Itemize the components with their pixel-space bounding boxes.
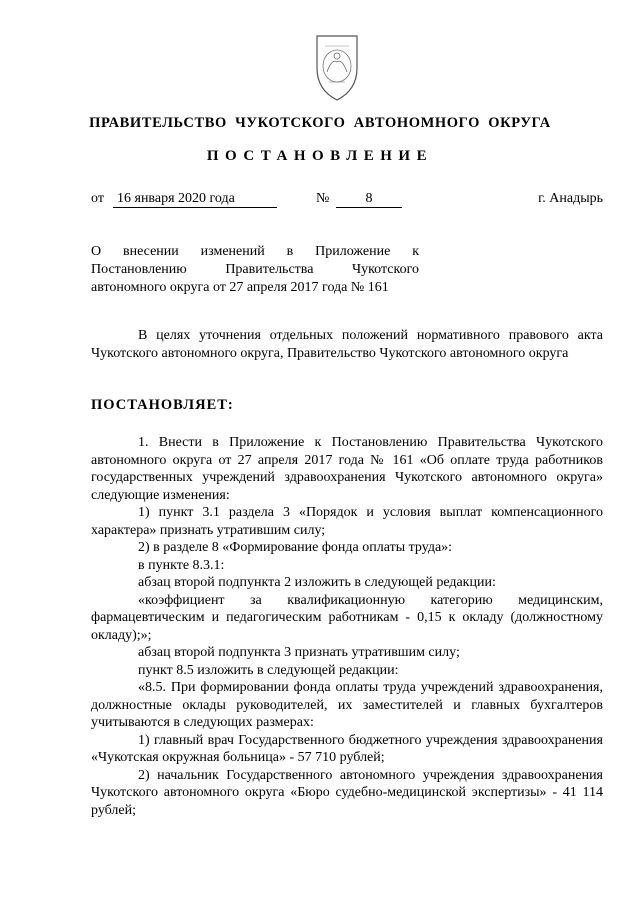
paragraph-subpoint-3: абзац второй подпункта 3 признать утратившим силу;	[138, 645, 460, 660]
paragraph-salary-1: 1) главный врач Государственного бюджетного учреждения здравоохранения «Чукотская окружная больница» - 57 710 рублей;	[91, 732, 603, 765]
paragraph-1-2: 2) в разделе 8 «Формирование фонда оплаты труда»:	[138, 540, 453, 555]
paragraph-salary-2: 2) начальник Государственного автономного учреждения здравоохранения Чукотского автономного округа «Бюро судебно-медицинской экспертизы» - 41 114 рублей;	[91, 767, 603, 818]
document-number: 8	[336, 191, 402, 208]
organization-name: ПРАВИТЕЛЬСТВО ЧУКОТСКОГО АВТОНОМНОГО ОКРУГА	[89, 115, 551, 131]
date-line	[91, 191, 603, 211]
paragraph-coefficient: «коэффициент за квалификационную категорию медицинским, фармацевтическим и педагогическим работникам - 0,15 к окладу (должностному окладу);»;	[91, 592, 603, 643]
date-prefix: от	[91, 191, 104, 206]
paragraph-8-5-text: «8.5. При формировании фонда оплаты труда учреждений здравоохранения, должностные оклады руководителей, их заместителей и главных бухгалтеров учитываются в следующих размерах:	[91, 680, 603, 730]
number-sign: №	[316, 191, 330, 206]
preamble-text: В целях уточнения отдельных положений нормативного правового акта Чукотского автономного округа, Правительство Чукотского автономного округа	[91, 328, 603, 361]
paragraph-subpoint-2: абзац второй подпункта 2 изложить в следующей редакции:	[138, 575, 496, 590]
document-subject: О внесении изменений в Приложение к Постановлению Правительства Чукотского автономного округа от 27 апреля 2017 года № 161	[91, 244, 419, 295]
preamble	[91, 327, 603, 362]
paragraph-1-1: 1) пункт 3.1 раздела 3 «Порядок и условия выплат компенсационного характера» признать утратившим силу;	[91, 505, 603, 538]
coat-of-arms-icon	[307, 28, 367, 104]
decree-heading: ПОСТАНОВЛЯЕТ:	[91, 397, 234, 413]
document-title: ПОСТАНОВЛЕНИЕ	[206, 148, 434, 164]
paragraph-8-3-1: в пункте 8.3.1:	[138, 557, 225, 573]
paragraph-1: 1. Внести в Приложение к Постановлению Правительства Чукотского автономного округа от 27 апреля 2017 года № 161 «Об оплате труда работников государственных учреждений здравоохранения Чукотского автономного округа» следующие изменения:	[91, 435, 603, 503]
decree-body	[91, 434, 603, 819]
document-date: 16 января 2020 года	[113, 191, 277, 208]
paragraph-8-5: пункт 8.5 изложить в следующей редакции:	[138, 662, 399, 678]
city: г. Анадырь	[538, 191, 603, 206]
